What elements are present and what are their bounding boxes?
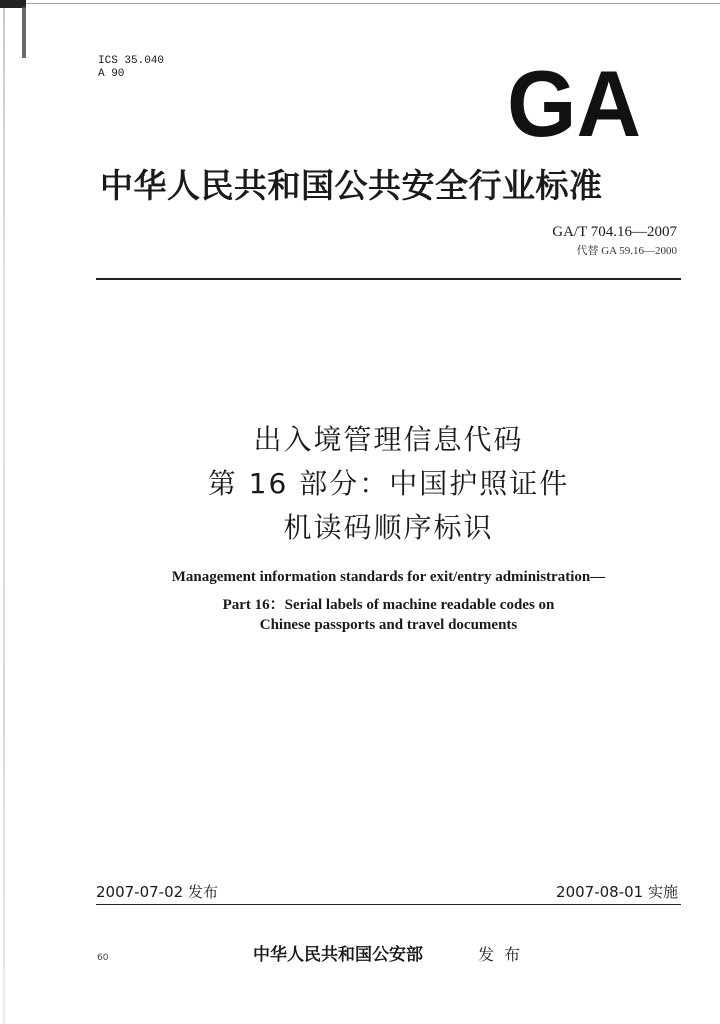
issue-label: 发布 [478,945,531,964]
page-marker: 60 [97,953,109,963]
standard-number: GA/T 704.16—2007 [552,224,677,240]
scan-edge-top [0,3,720,4]
ga-logo [506,66,642,138]
en-title-line-2: Part 16：Serial labels of machine readable codes on [222,597,555,613]
ics-code: ICS 35.040 [98,55,165,67]
cn-title-line-1: 出入境管理信息代码 [253,423,524,456]
en-title-line-3: Chinese passports and travel documents [259,617,518,633]
issuing-authority: 中华人民共和国公安部 [253,945,423,965]
header-divider [96,278,681,280]
footer-divider [96,904,681,905]
scan-edge-left [3,0,5,1024]
cn-title-line-2: 第 16 部分：中国护照证件 [207,467,570,500]
implementation-date: 2007-08-01 实施 [556,883,678,901]
scan-corner-mark-vertical [22,6,26,58]
en-title-line-1: Management information standards for exit/entry administration— [171,569,606,585]
classification-code: A 90 [98,68,125,80]
cn-title-line-3: 机读码顺序标识 [283,511,494,544]
replaces-standard: 代替 GA 59.16—2000 [576,245,677,257]
ga-logo-text: GA [507,66,641,138]
issue-date: 2007-07-02 发布 [96,883,218,901]
standard-type-heading: 中华人民共和国公共安全行业标准 [100,166,603,205]
